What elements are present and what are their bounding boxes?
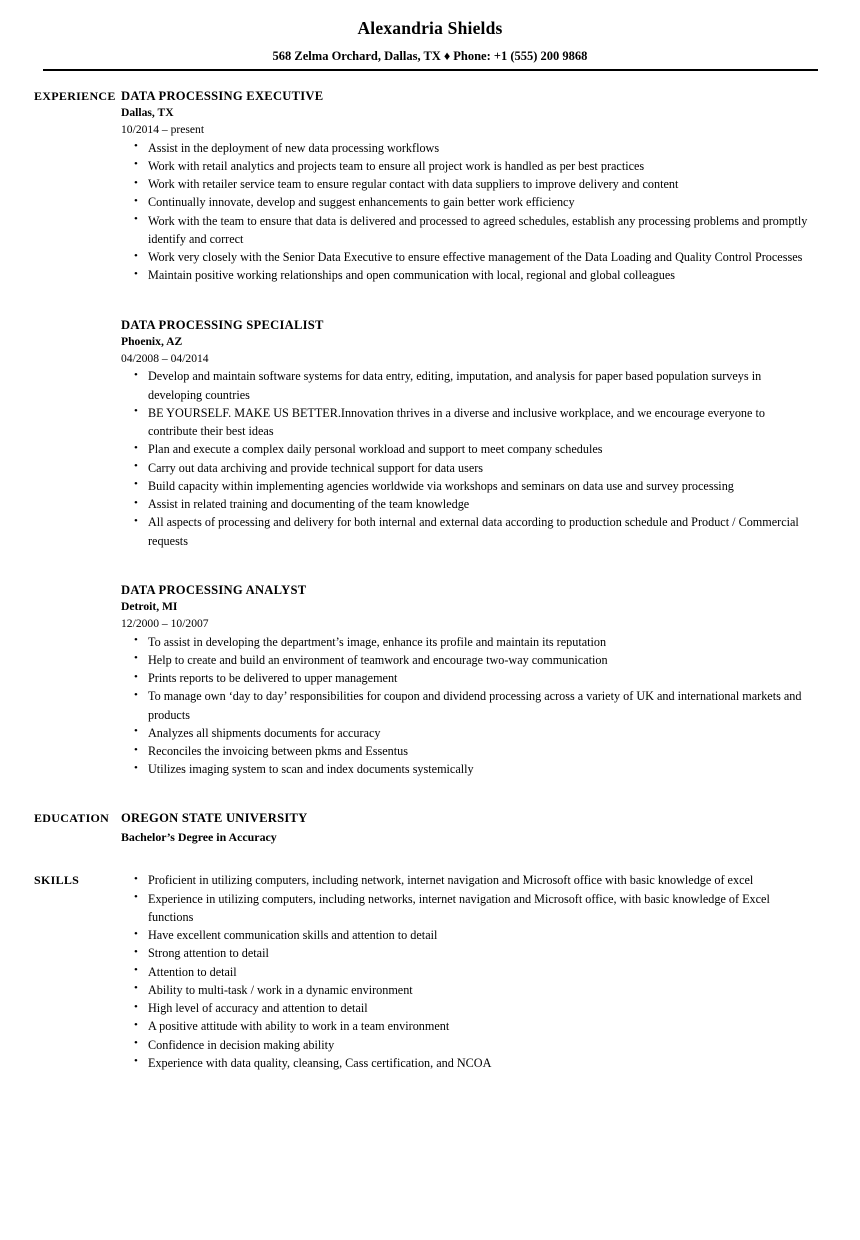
- bullet-item: • Utilizes imaging system to scan and index documents systemically: [121, 760, 808, 778]
- bullet-item: • Prints reports to be delivered to upper management: [121, 669, 808, 687]
- bullet-item: • Attention to detail: [121, 963, 808, 981]
- education-degree: Bachelor’s Degree in Accuracy: [121, 830, 277, 845]
- job-title: DATA PROCESSING ANALYST: [121, 582, 307, 597]
- bullet-item: • Have excellent communication skills and attention to detail: [121, 926, 808, 944]
- experience-entry: [121, 87, 808, 285]
- section-skills: [0, 871, 860, 1072]
- bullet-item: • BE YOURSELF. MAKE US BETTER.Innovation thrives in a diverse and inclusive workplace, and we encourage everyone to contribute their best ideas: [121, 404, 808, 440]
- bullet-item: • Develop and maintain software systems for data entry, editing, imputation, and analysis for paper based population surveys in developing countries: [121, 367, 808, 403]
- job-dates: 10/2014 – present: [121, 122, 205, 136]
- bullet-item: • To manage own ‘day to day’ responsibilities for coupon and dividend processing across a variety of UK and international markets and products: [121, 687, 808, 723]
- bullet-item: • Confidence in decision making ability: [121, 1036, 808, 1054]
- bullet-item: • Help to create and build an environment of teamwork and encourage two-way communication: [121, 651, 808, 669]
- skills-body: [121, 871, 860, 1072]
- contact-address: 568 Zelma Orchard, Dallas, TX: [272, 48, 441, 63]
- bullet-item: • Strong attention to detail: [121, 944, 808, 962]
- resume-header: [0, 0, 860, 71]
- bullet-item: • Plan and execute a complex daily personal workload and support to meet company schedules: [121, 440, 808, 458]
- bullet-item: • Continually innovate, develop and suggest enhancements to gain better work efficiency: [121, 193, 808, 211]
- bullet-item: • Experience with data quality, cleansing, Cass certification, and NCOA: [121, 1054, 808, 1072]
- job-title: DATA PROCESSING EXECUTIVE: [121, 88, 324, 103]
- bullet-item: • Build capacity within implementing agencies worldwide via workshops and seminars on data use and survey processing: [121, 477, 808, 495]
- education-school: OREGON STATE UNIVERSITY: [121, 810, 308, 825]
- job-location: Detroit, MI: [121, 600, 178, 614]
- bullet-item: • Work with retail analytics and projects team to ensure all project work is handled as per best practices: [121, 157, 808, 175]
- section-education: [0, 809, 860, 847]
- experience-entry: [121, 581, 808, 779]
- bullet-item: • Proficient in utilizing computers, including network, internet navigation and Microsoft office with basic knowledge of excel: [121, 871, 808, 889]
- bullet-item: • Reconciles the invoicing between pkms and Essentus: [121, 742, 808, 760]
- experience-entry: [121, 316, 808, 550]
- section-experience: [0, 87, 860, 779]
- bullet-item: • All aspects of processing and delivery for both internal and external data according to production schedule and Product / Commercial requests: [121, 513, 808, 549]
- job-dates: 12/2000 – 10/2007: [121, 616, 209, 630]
- bullet-item: • Assist in the deployment of new data processing workflows: [121, 139, 808, 157]
- section-label-experience: EXPERIENCE: [34, 88, 116, 103]
- bullet-item: • To assist in developing the department’s image, enhance its profile and maintain its reputation: [121, 633, 808, 651]
- bullet-item: • Ability to multi-task / work in a dynamic environment: [121, 981, 808, 999]
- section-label-education: EDUCATION: [34, 810, 110, 825]
- bullet-item: • Work with the team to ensure that data is delivered and processed to agreed schedules, establish any processing problems and promptly identify and correct: [121, 212, 808, 248]
- job-location: Phoenix, AZ: [121, 334, 183, 348]
- contact-phone: Phone: +1 (555) 200 9868: [453, 48, 588, 63]
- experience-body: [121, 87, 860, 779]
- bullet-item: • A positive attitude with ability to work in a team environment: [121, 1017, 808, 1035]
- job-bullet-list: [121, 139, 808, 285]
- bullet-item: • Analyzes all shipments documents for accuracy: [121, 724, 808, 742]
- skills-bullet-list: [121, 871, 808, 1072]
- job-bullet-list: [121, 633, 808, 779]
- bullet-item: • Maintain positive working relationships and open communication with local, regional and global colleagues: [121, 266, 808, 284]
- bullet-item: • Carry out data archiving and provide technical support for data users: [121, 459, 808, 477]
- resume-content: [0, 71, 860, 1072]
- bullet-item: • Assist in related training and documenting of the team knowledge: [121, 495, 808, 513]
- education-body: [121, 809, 860, 847]
- bullet-item: • Work very closely with the Senior Data Executive to ensure effective management of the Data Loading and Quality Control Processes: [121, 248, 808, 266]
- diamond-separator-icon: ♦: [443, 48, 451, 63]
- candidate-name: Alexandria Shields: [357, 18, 503, 38]
- section-label-skills: SKILLS: [34, 873, 80, 888]
- bullet-item: • High level of accuracy and attention to detail: [121, 999, 808, 1017]
- contact-line: [0, 49, 860, 64]
- job-bullet-list: [121, 367, 808, 549]
- bullet-item: • Experience in utilizing computers, including networks, internet navigation and Microsoft office, with basic knowledge of Excel functions: [121, 890, 808, 926]
- bullet-item: • Work with retailer service team to ensure regular contact with data suppliers to improve delivery and content: [121, 175, 808, 193]
- job-location: Dallas, TX: [121, 106, 174, 120]
- job-dates: 04/2008 – 04/2014: [121, 351, 209, 365]
- job-title: DATA PROCESSING SPECIALIST: [121, 317, 324, 332]
